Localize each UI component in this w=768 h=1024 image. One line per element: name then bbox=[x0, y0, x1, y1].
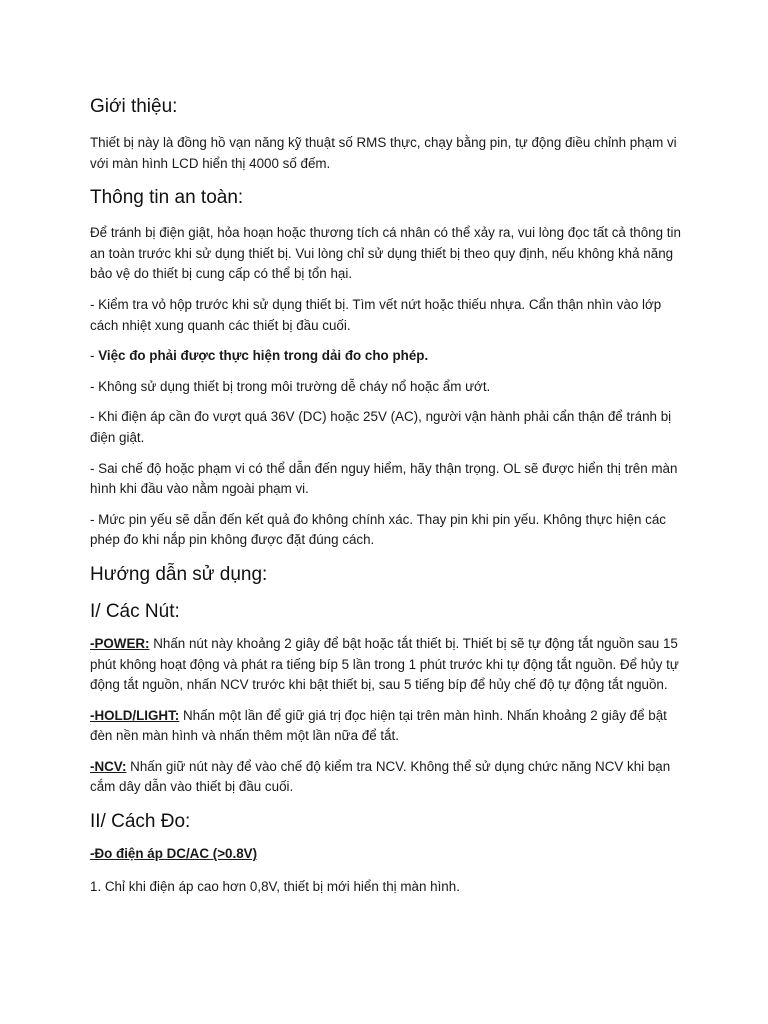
safety-p3-bold: Việc đo phải được thực hiện trong dải đo cho phép. bbox=[98, 348, 429, 364]
safety-paragraph-2: - Kiểm tra vỏ hộp trước khi sử dụng thiết bị. Tìm vết nứt hoặc thiếu nhựa. Cẩn thận nhìn vào lớp cách nhiệt xung quanh các thiết bị đầu cuối. bbox=[90, 296, 662, 333]
voltage-label: -Đo điện áp DC/AC (>0.8V) bbox=[90, 846, 258, 862]
safety-paragraph-6: - Sai chế độ hoặc phạm vi có thể dẫn đến nguy hiểm, hãy thận trọng. OL sẽ được hiển thị trên màn hình khi đầu vào nằm ngoài phạm vi. bbox=[90, 460, 678, 497]
intro-paragraph: Thiết bị này là đồng hồ vạn năng kỹ thuật số RMS thực, chạy bằng pin, tự động điều chỉnh phạm vi với màn hình LCD hiển thị 4000 số đếm. bbox=[90, 135, 677, 171]
ncv-text: Nhấn giữ nút này để vào chế độ kiểm tra NCV. Không thể sử dụng chức năng NCV khi bạn cắm dây dẫn vào thiết bị đầu cuối. bbox=[90, 758, 671, 795]
power-label: -POWER: bbox=[90, 635, 150, 651]
hold-text: Nhấn một lần để giữ giá trị đọc hiện tại trên màn hình. Nhấn khoảng 2 giây để bật đèn nền màn hình và nhấn thêm một lần nữa để tắt. bbox=[90, 707, 667, 744]
power-paragraph bbox=[90, 634, 690, 696]
ncv-label: -NCV: bbox=[90, 758, 127, 774]
safety-paragraph-5: - Khi điện áp cần đo vượt quá 36V (DC) hoặc 25V (AC), người vận hành phải cẩn thận để tránh bị điện giật. bbox=[90, 409, 672, 445]
safety-paragraph-1: Để tránh bị điện giật, hỏa hoạn hoặc thương tích cá nhân có thể xảy ra, vui lòng đọc tất cả thông tin an toàn trước khi sử dụng thiết bị. Vui lòng chỉ sử dụng thiết bị theo quy định, nếu không khả năng bảo vệ do thiết bị cung cấp có thể bị tổn hại. bbox=[90, 225, 681, 282]
safety-p3-prefix: - bbox=[90, 348, 99, 364]
power-text: Nhấn nút này khoảng 2 giây để bật hoặc tắt thiết bị. Thiết bị sẽ tự động tắt nguồn sau 15 phút không hoạt động và phát ra tiếng bíp 5 lần trong 1 phút trước khi tự động tắt nguồn. Để hủy tự động tắt nguồn, nhấn NCV trước khi bật thiết bị, sau 5 tiếng bíp để hủy chế độ tự động tắt nguồn. bbox=[90, 635, 679, 693]
safety-paragraph-4: - Không sử dụng thiết bị trong môi trường dễ cháy nổ hoặc ẩm ướt. bbox=[90, 378, 491, 394]
safety-paragraph-7: - Mức pin yếu sẽ dẫn đến kết quả đo không chính xác. Thay pin khi pin yếu. Không thực hiện các phép đo khi nắp pin không được đặt đúng cách. bbox=[90, 511, 666, 548]
voltage-paragraph bbox=[90, 844, 690, 865]
safety-paragraph-3 bbox=[90, 346, 690, 367]
measure-heading: II/ Cách Đo: bbox=[90, 811, 191, 833]
document-content bbox=[90, 94, 690, 897]
step-1: 1. Chỉ khi điện áp cao hơn 0,8V, thiết bị mới hiển thị màn hình. bbox=[90, 878, 460, 894]
hold-label: -HOLD/LIGHT: bbox=[90, 707, 180, 723]
hold-paragraph bbox=[90, 706, 690, 747]
buttons-heading: I/ Các Nút: bbox=[90, 600, 180, 622]
ncv-paragraph bbox=[90, 757, 690, 798]
safety-heading: Thông tin an toàn: bbox=[90, 187, 244, 209]
intro-heading: Giới thiệu: bbox=[90, 96, 178, 117]
usage-heading: Hướng dẫn sử dụng: bbox=[90, 563, 268, 585]
